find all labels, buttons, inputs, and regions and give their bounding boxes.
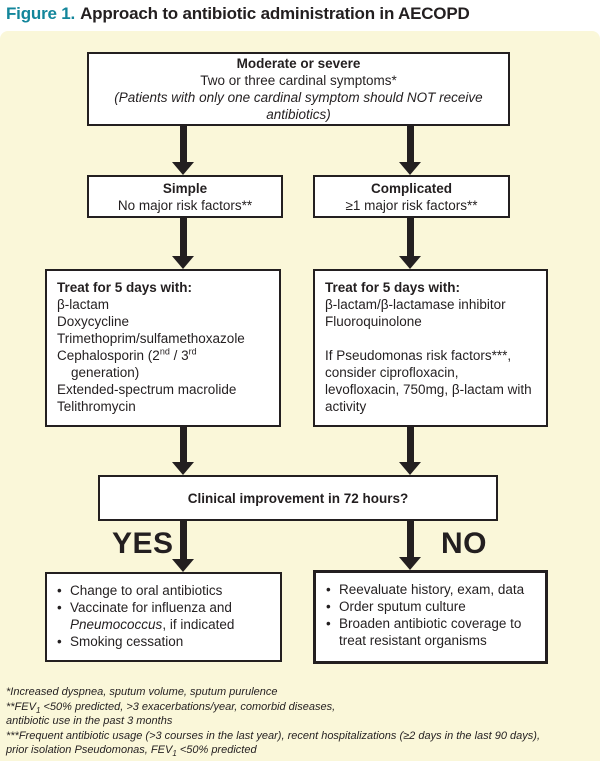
bullet-icon: • <box>326 599 331 614</box>
treatment-simple-drug <box>57 347 269 364</box>
no-label: NO <box>441 527 487 560</box>
severity-box-line2: Two or three cardinal symptoms* <box>200 73 397 88</box>
subscript: 1 <box>35 705 41 715</box>
outcome-no-box <box>313 570 548 664</box>
superscript: rd <box>188 346 197 357</box>
treatment-complicated-pseudomonas-note: If Pseudomonas risk factors***, consider ciprofloxacin, levofloxacin, 750mg, β-lactam with activity <box>325 348 532 414</box>
treatment-simple-drug: Doxycycline <box>57 314 130 329</box>
outcome-no-text: Broaden antibiotic coverage to treat resistant organisms <box>339 616 522 648</box>
outcome-yes-item <box>57 633 270 650</box>
treatment-complicated-drug: Fluoroquinolone <box>325 314 422 329</box>
treatment-simple-drug-cont: generation) <box>71 365 140 380</box>
yes-label: YES <box>112 527 174 560</box>
arrow-head <box>172 559 194 572</box>
arrow-head <box>172 162 194 175</box>
treatment-simple-drug: Extended-spectrum macrolide <box>57 382 237 397</box>
arrow-shaft <box>407 521 414 557</box>
clinical-improvement-question: Clinical improvement in 72 hours? <box>187 490 409 506</box>
arrow-head <box>399 557 421 570</box>
arrow-no <box>399 521 421 570</box>
outcome-yes-item <box>57 599 270 633</box>
arrow-yes <box>172 521 194 572</box>
footnote-major-risk-factors-cont: antibiotic use in the past 3 months <box>6 715 173 727</box>
treatment-simple-heading: Treat for 5 days with: <box>57 280 193 295</box>
footnote-text: **FEV <box>6 700 36 713</box>
arrow-head <box>172 462 194 475</box>
treatment-simple-drug: Trimethoprim/sulfamethoxazole <box>57 331 245 346</box>
footnote-text: <50% predicted <box>176 744 257 756</box>
outcome-yes-box <box>45 572 282 662</box>
arrow-top-to-complicated <box>399 126 421 175</box>
bullet-icon: • <box>326 582 331 597</box>
arrow-head <box>399 162 421 175</box>
simple-box-heading: Simple <box>162 180 208 196</box>
treatment-complicated-box <box>313 269 548 427</box>
treatment-simple-drug: Telithromycin <box>57 399 136 414</box>
treatment-complicated-drug: β-lactam/β-lactamase inhibitor <box>325 297 506 312</box>
outcome-no-text: Reevaluate history, exam, data <box>339 582 525 597</box>
outcome-yes-text: Change to oral antibiotics <box>70 583 223 598</box>
arrow-shaft <box>180 521 187 559</box>
outcome-no-item <box>326 598 535 615</box>
severity-box-note: (Patients with only one cardinal symptom should NOT receive antibiotics) <box>114 90 483 122</box>
complicated-box-subtitle: ≥1 major risk factors** <box>345 197 478 213</box>
outcome-no-item <box>326 615 535 649</box>
arrow-head <box>172 256 194 269</box>
pneumococcus-italic: Pneumococcus <box>70 617 163 632</box>
arrow-shaft <box>407 427 414 462</box>
bullet-icon: • <box>57 600 62 615</box>
severity-box <box>87 52 510 126</box>
footnote-pseudomonas-risk: ***Frequent antibiotic usage (>3 courses in the last year), recent hospitalizations (≥2 days in the last 90 days), <box>6 729 541 742</box>
arrow-head <box>399 256 421 269</box>
spacer <box>325 330 536 347</box>
outcome-no-item <box>326 581 535 598</box>
bullet-icon: • <box>326 616 331 631</box>
outcome-no-text: Order sputum culture <box>339 599 466 614</box>
bullet-icon: • <box>57 583 62 598</box>
superscript: nd <box>159 346 170 357</box>
arrow-treatment-left-to-clinical <box>172 427 194 475</box>
clinical-improvement-box <box>98 475 498 521</box>
bullet-icon: • <box>57 634 62 649</box>
treatment-simple-drug: β-lactam <box>57 297 110 312</box>
footnote-text: <50% predicted, >3 exacerbations/year, comorbid diseases, <box>40 700 336 713</box>
complicated-box <box>313 175 510 218</box>
arrow-shaft <box>180 126 187 162</box>
figure-title-text: Approach to antibiotic administration in AECOPD <box>80 4 470 23</box>
outcome-yes-item <box>57 582 270 599</box>
figure-title <box>6 4 470 24</box>
footnote-pseudomonas-risk-cont <box>6 743 596 758</box>
arrow-shaft <box>180 427 187 462</box>
cephalosporin-text: Cephalosporin (2 <box>57 348 160 363</box>
simple-box <box>87 175 283 218</box>
arrow-treatment-right-to-clinical <box>399 427 421 475</box>
cephalosporin-text: / 3 <box>169 348 189 363</box>
treatment-complicated-heading: Treat for 5 days with: <box>325 280 461 295</box>
severity-box-heading: Moderate or severe <box>236 56 361 71</box>
arrow-complicated-to-treatment <box>399 218 421 269</box>
subscript: 1 <box>172 749 177 759</box>
figure-number-label: Figure 1. <box>6 4 76 23</box>
vaccinate-text: Vaccinate for influenza and <box>70 600 232 615</box>
complicated-box-heading: Complicated <box>370 180 452 196</box>
simple-box-subtitle: No major risk factors** <box>117 197 253 213</box>
arrow-top-to-simple <box>172 126 194 175</box>
footnote-major-risk-factors <box>6 700 596 715</box>
outcome-yes-text: Smoking cessation <box>70 634 184 649</box>
arrow-shaft <box>180 218 187 256</box>
treatment-simple-box <box>45 269 281 427</box>
outcome-yes-text <box>70 599 270 633</box>
footnote-cardinal-symptoms: *Increased dyspnea, sputum volume, sputum purulence <box>6 686 278 698</box>
arrow-shaft <box>407 126 414 162</box>
vaccinate-text: , if indicated <box>162 617 235 632</box>
footnotes <box>6 685 596 758</box>
footnote-text: prior isolation Pseudomonas, FEV <box>6 744 173 756</box>
arrow-simple-to-treatment <box>172 218 194 269</box>
arrow-head <box>399 462 421 475</box>
arrow-shaft <box>407 218 414 256</box>
